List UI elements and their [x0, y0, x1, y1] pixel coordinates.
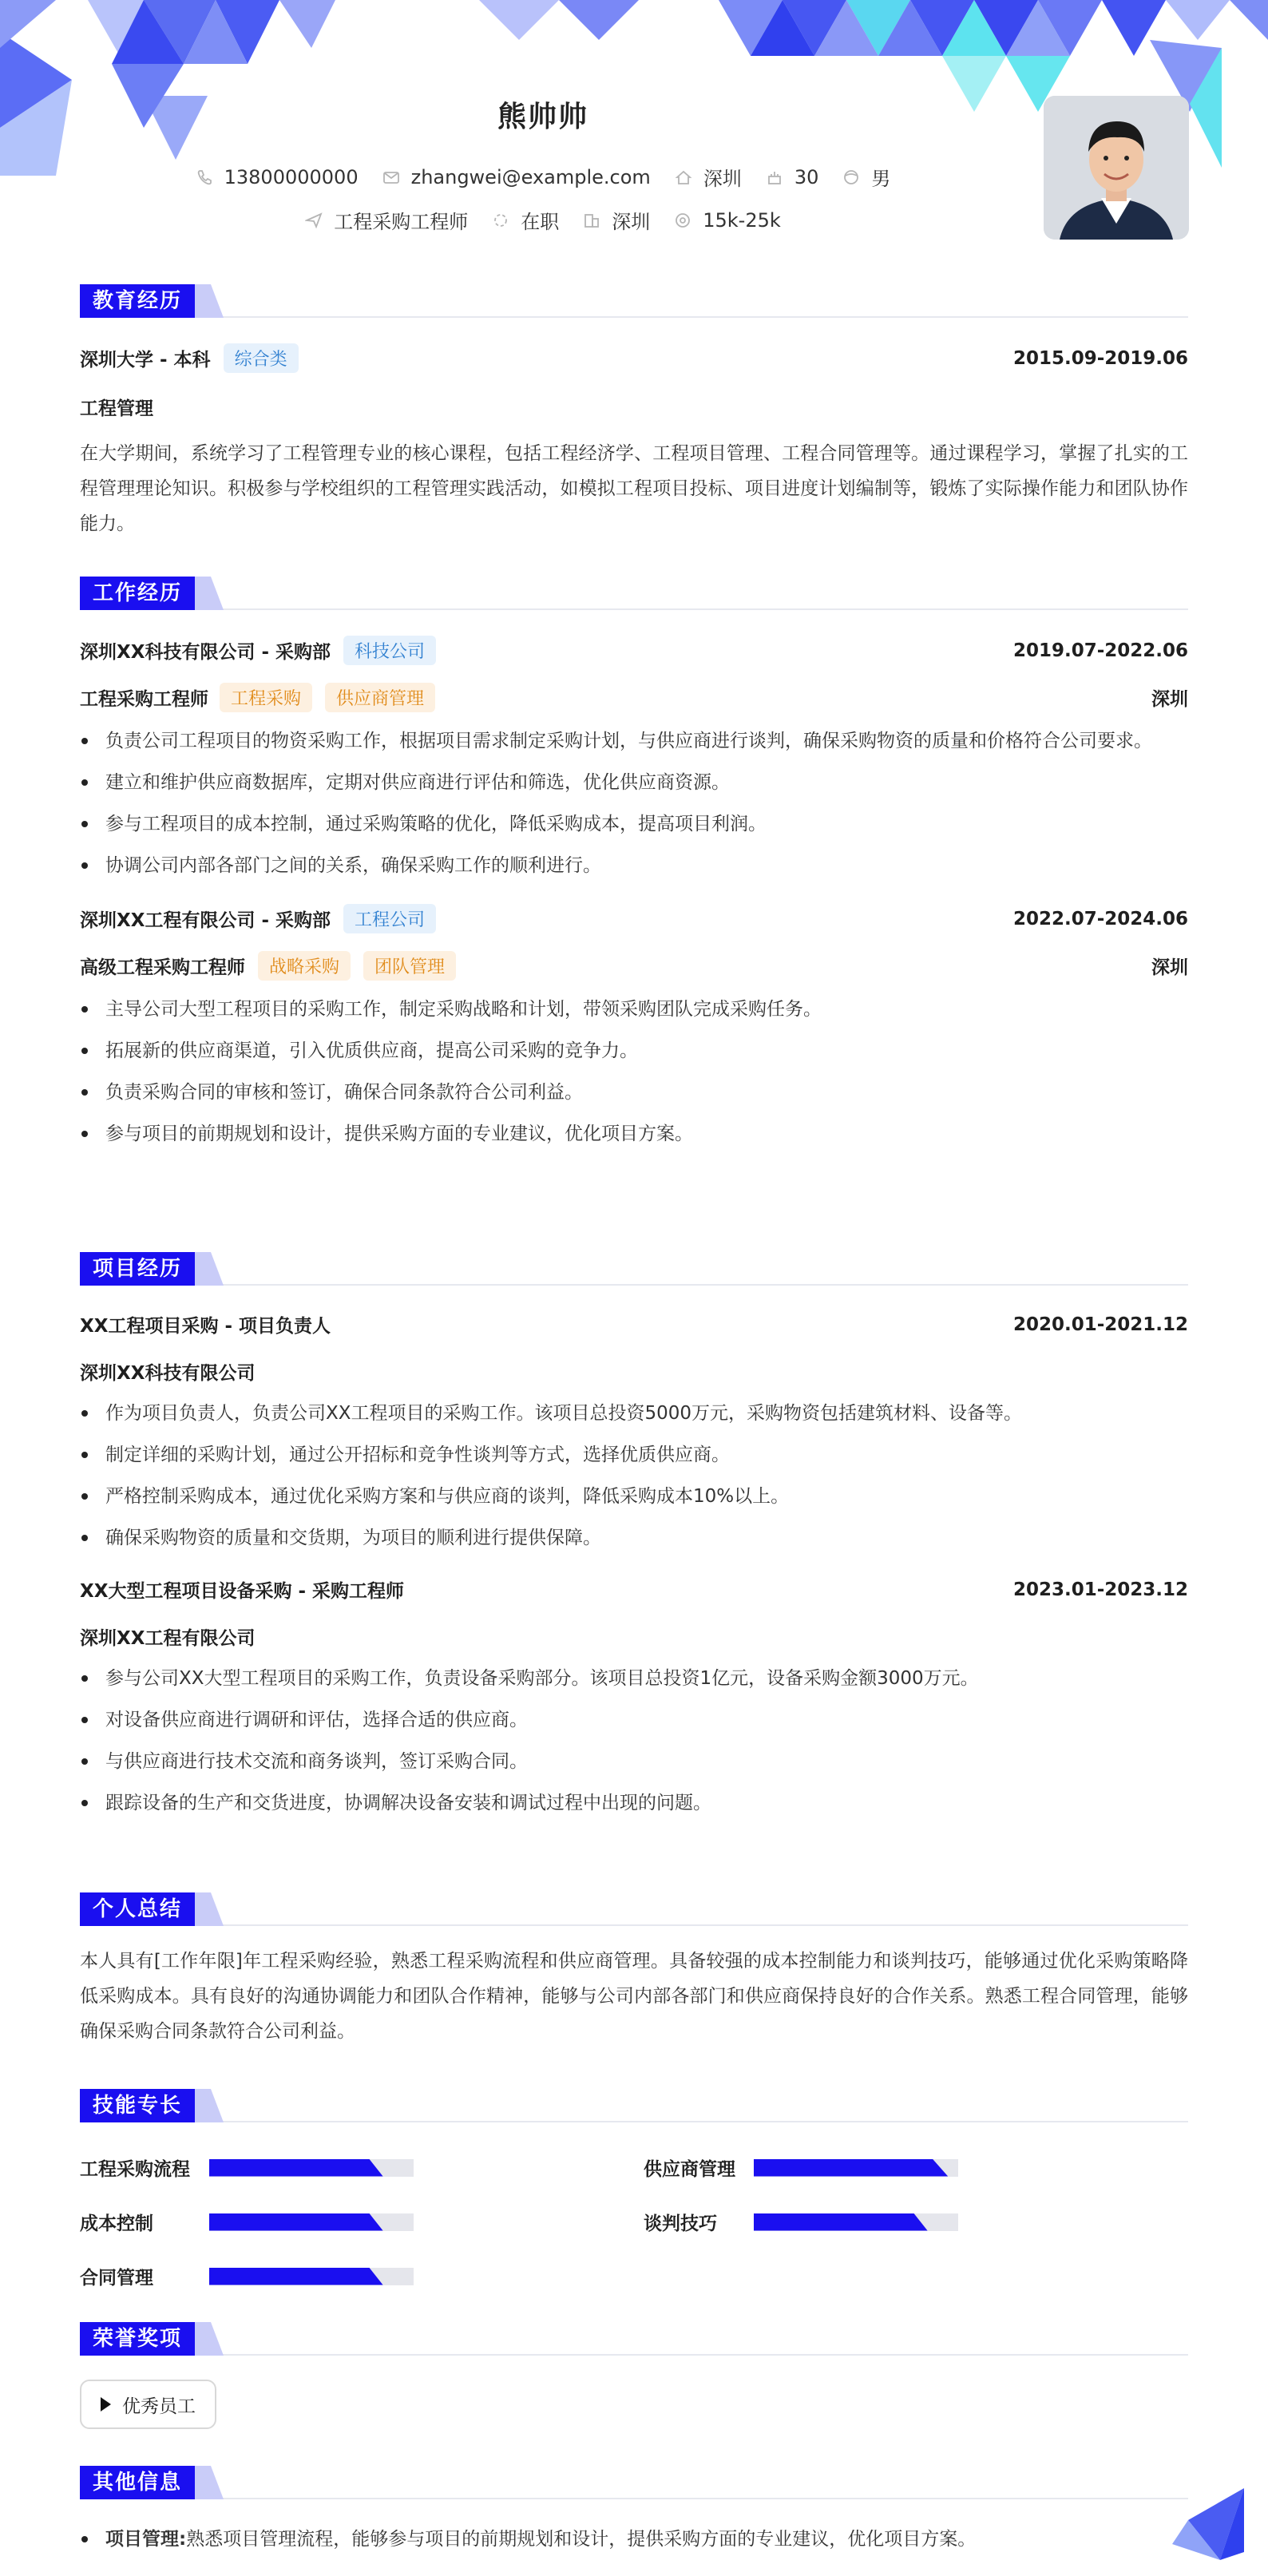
section-title: 荣誉奖项 — [80, 2322, 195, 2356]
status-icon — [492, 212, 509, 229]
section-tail-decoration — [192, 577, 224, 610]
cake-icon — [766, 168, 783, 186]
section-tail-decoration — [192, 2322, 224, 2356]
work-entry — [80, 636, 1188, 883]
work-company: 深圳XX科技有限公司 - 采购部 — [80, 642, 331, 663]
education-section — [80, 284, 1188, 541]
school-degree: 深圳大学 - 本科 — [80, 350, 211, 371]
other-section — [80, 2466, 1188, 2563]
bullet-item: 作为项目负责人，负责公司XX工程项目的采购工作。该项目总投资5000万元，采购物资包括建筑材料、设备等。 — [80, 1396, 1188, 1431]
section-header — [80, 2089, 1188, 2122]
work-location: 深圳 — [1151, 689, 1188, 710]
section-header — [80, 2466, 1188, 2499]
city-item — [675, 163, 742, 191]
contact-row — [0, 163, 1086, 191]
send-icon — [305, 212, 323, 229]
work-company-row — [80, 904, 1188, 933]
company-tag: 科技公司 — [343, 636, 436, 665]
age-item — [766, 166, 819, 188]
email-item — [382, 166, 651, 188]
other-list — [80, 2522, 1188, 2557]
section-tail-decoration — [192, 1892, 224, 1926]
summary-text: 本人具有[工作年限]年工程采购经验，熟悉工程采购流程和供应商管理。具备较强的成本控制能力和谈判技巧，能够通过优化采购策略降低采购成本。具有良好的沟通协调能力和团队合作精神，能够与公司内部各部门和供应商保持良好的合作关系。熟悉工程合同管理，能够确保采购合同条款符合公司利益。 — [80, 1951, 1188, 2042]
salary-text: 15k-25k — [703, 208, 781, 232]
skill-item — [644, 2154, 958, 2181]
education-row — [80, 343, 1188, 373]
section-divider — [80, 2121, 1188, 2122]
home-icon — [675, 168, 692, 186]
job-intent-row — [0, 206, 1086, 234]
section-divider — [80, 1284, 1188, 1286]
skill-bar-fill — [209, 2268, 383, 2285]
major-row — [80, 394, 1188, 420]
phone-icon — [196, 168, 213, 186]
section-title: 技能专长 — [80, 2089, 195, 2122]
gender-item — [842, 163, 890, 191]
section-divider — [80, 608, 1188, 610]
work-period: 2022.07-2024.06 — [1012, 908, 1188, 929]
bullet-item: 与供应商进行技术交流和商务谈判，签订采购合同。 — [80, 1744, 1188, 1779]
projects-section — [80, 1252, 1188, 1827]
bullet-item: 参与公司XX大型工程项目的采购工作，负责设备采购部分。该项目总投资1亿元，设备采购金额3000万元。 — [80, 1661, 1188, 1696]
project-company: 深圳XX工程有限公司 — [80, 1628, 256, 1649]
section-tail-decoration — [192, 1252, 224, 1286]
work-company-row — [80, 636, 1188, 665]
gender-text: 男 — [871, 168, 891, 190]
bullet-item: 跟踪设备的生产和交货进度，协调解决设备安装和调试过程中出现的问题。 — [80, 1785, 1188, 1821]
project-bullets — [80, 1661, 1188, 1821]
section-divider — [80, 1924, 1188, 1926]
skill-bar — [754, 2159, 958, 2177]
skill-tag: 团队管理 — [363, 951, 456, 981]
work-bullets — [80, 992, 1188, 1151]
work-title-row — [80, 683, 1188, 712]
skill-name: 工程采购流程 — [80, 2159, 190, 2180]
phone-text: 13800000000 — [224, 165, 359, 188]
bullet-item: 负责公司工程项目的物资采购工作，根据项目需求制定采购计划，与供应商进行谈判，确保采购物资的质量和价格符合公司要求。 — [80, 723, 1188, 759]
project-row — [80, 1311, 1188, 1338]
section-header — [80, 1252, 1188, 1286]
work-bullets — [80, 723, 1188, 883]
work-title: 高级工程采购工程师 — [80, 957, 245, 978]
project-entry — [80, 1576, 1188, 1821]
section-tail-decoration — [192, 2466, 224, 2499]
skill-item — [644, 2209, 958, 2235]
other-text: 熟悉项目管理流程，能够参与项目的前期规划和设计，提供采购方面的专业建议，优化项目方案。 — [186, 2529, 977, 2550]
section-divider — [80, 2498, 1188, 2499]
work-section — [80, 577, 1188, 1158]
project-name-role: XX工程项目采购 - 项目负责人 — [80, 1316, 331, 1337]
project-period: 2020.01-2021.12 — [1012, 1314, 1188, 1335]
section-header — [80, 2322, 1188, 2356]
skill-bar — [209, 2159, 414, 2177]
phone-item — [196, 166, 359, 188]
project-bullets — [80, 1396, 1188, 1556]
coin-icon — [674, 212, 691, 229]
bullet-item: 参与项目的前期规划和设计，提供采购方面的专业建议，优化项目方案。 — [80, 1116, 1188, 1151]
award-badge — [80, 2380, 216, 2429]
bullet-item: 参与工程项目的成本控制，通过采购策略的优化，降低采购成本，提高项目利润。 — [80, 806, 1188, 842]
work-title-row — [80, 951, 1188, 981]
target-job-item — [305, 206, 468, 234]
bullet-item: 制定详细的采购计划，通过公开招标和竞争性谈判等方式，选择优质供应商。 — [80, 1437, 1188, 1472]
age-text: 30 — [794, 165, 819, 188]
work-location: 深圳 — [1151, 957, 1188, 978]
company-tag: 工程公司 — [343, 904, 436, 933]
target-city-item — [583, 206, 650, 234]
section-divider — [80, 2354, 1188, 2356]
target-job-text: 工程采购工程师 — [334, 211, 469, 233]
building-icon — [583, 212, 600, 229]
city-text: 深圳 — [703, 168, 742, 190]
section-header — [80, 284, 1188, 318]
bullet-item: 严格控制采购成本，通过优化采购方案和与供应商的谈判，降低采购成本10%以上。 — [80, 1479, 1188, 1514]
school-tag: 综合类 — [224, 343, 299, 373]
skill-bar — [209, 2213, 414, 2231]
project-name-role: XX大型工程项目设备采购 - 采购工程师 — [80, 1581, 405, 1602]
bullet-item: 协调公司内部各部门之间的关系，确保采购工作的顺利进行。 — [80, 848, 1188, 883]
bullet-item: 对设备供应商进行调研和评估，选择合适的供应商。 — [80, 1702, 1188, 1738]
target-city-text: 深圳 — [612, 211, 651, 233]
education-description: 在大学期间，系统学习了工程管理专业的核心课程，包括工程经济学、工程项目管理、工程合同管理等。通过课程学习，掌握了扎实的工程管理理论知识。积极参与学校组织的工程管理实践活动，如模拟工程项目投标、项目进度计划编制等，锻炼了实际操作能力和团队协作能力。 — [80, 443, 1188, 534]
avatar-photo — [1044, 96, 1189, 240]
section-title: 其他信息 — [80, 2466, 195, 2499]
award-name: 优秀员工 — [122, 2396, 196, 2417]
skill-name: 供应商管理 — [644, 2159, 735, 2180]
skill-bar-fill — [754, 2159, 948, 2177]
other-item — [80, 2522, 1188, 2557]
bullet-item: 负责采购合同的审核和签订，确保合同条款符合公司利益。 — [80, 1075, 1188, 1110]
email-text: zhangwei@example.com — [410, 165, 651, 188]
section-title: 个人总结 — [80, 1892, 195, 1926]
bullet-item: 拓展新的供应商渠道，引入优质供应商，提高公司采购的竞争力。 — [80, 1033, 1188, 1068]
education-period: 2015.09-2019.06 — [1012, 347, 1188, 369]
portrait-illustration — [1044, 96, 1189, 240]
skill-item — [80, 2209, 414, 2235]
project-company: 深圳XX科技有限公司 — [80, 1363, 256, 1384]
play-triangle-icon — [101, 2397, 111, 2412]
project-entry — [80, 1311, 1188, 1556]
gender-icon — [842, 168, 860, 186]
skill-name: 合同管理 — [80, 2268, 153, 2289]
work-title: 工程采购工程师 — [80, 689, 208, 710]
status-item — [492, 206, 559, 234]
project-company-row — [80, 1623, 1188, 1650]
skill-tag: 供应商管理 — [325, 683, 435, 712]
section-divider — [80, 316, 1188, 318]
candidate-name: 熊帅帅 — [497, 101, 588, 133]
skill-name: 谈判技巧 — [644, 2213, 717, 2234]
major: 工程管理 — [80, 398, 153, 419]
section-tail-decoration — [192, 2089, 224, 2122]
section-title: 项目经历 — [80, 1252, 195, 1286]
skills-section — [80, 2089, 1188, 2297]
section-title: 工作经历 — [80, 577, 195, 610]
bullet-item: 建立和维护供应商数据库，定期对供应商进行评估和筛选，优化供应商资源。 — [80, 765, 1188, 800]
skill-name: 成本控制 — [80, 2213, 153, 2234]
section-tail-decoration — [192, 284, 224, 318]
mail-icon — [382, 168, 400, 186]
project-period: 2023.01-2023.12 — [1012, 1579, 1188, 1600]
other-label: 项目管理: — [105, 2529, 187, 2550]
skill-bar — [754, 2213, 958, 2231]
status-text: 在职 — [521, 211, 560, 233]
skill-bar — [209, 2268, 414, 2285]
section-title: 教育经历 — [80, 284, 195, 318]
skill-bar-fill — [209, 2213, 383, 2231]
skill-tag: 战略采购 — [258, 951, 351, 981]
work-period: 2019.07-2022.06 — [1012, 640, 1188, 661]
summary-section — [80, 1892, 1188, 2049]
project-row — [80, 1576, 1188, 1603]
skill-tag: 工程采购 — [220, 683, 312, 712]
project-company-row — [80, 1358, 1188, 1385]
skill-item — [80, 2154, 414, 2181]
work-company: 深圳XX工程有限公司 - 采购部 — [80, 910, 331, 931]
salary-item — [674, 209, 781, 232]
bullet-item: 主导公司大型工程项目的采购工作，制定采购战略和计划，带领采购团队完成采购任务。 — [80, 992, 1188, 1027]
section-header — [80, 1892, 1188, 1926]
skill-bar-fill — [209, 2159, 383, 2177]
skill-bar-fill — [754, 2213, 928, 2231]
skill-item — [80, 2263, 414, 2289]
bullet-item: 确保采购物资的质量和交货期，为项目的顺利进行提供保障。 — [80, 1520, 1188, 1556]
section-header — [80, 577, 1188, 610]
awards-section — [80, 2322, 1188, 2429]
work-entry — [80, 904, 1188, 1151]
